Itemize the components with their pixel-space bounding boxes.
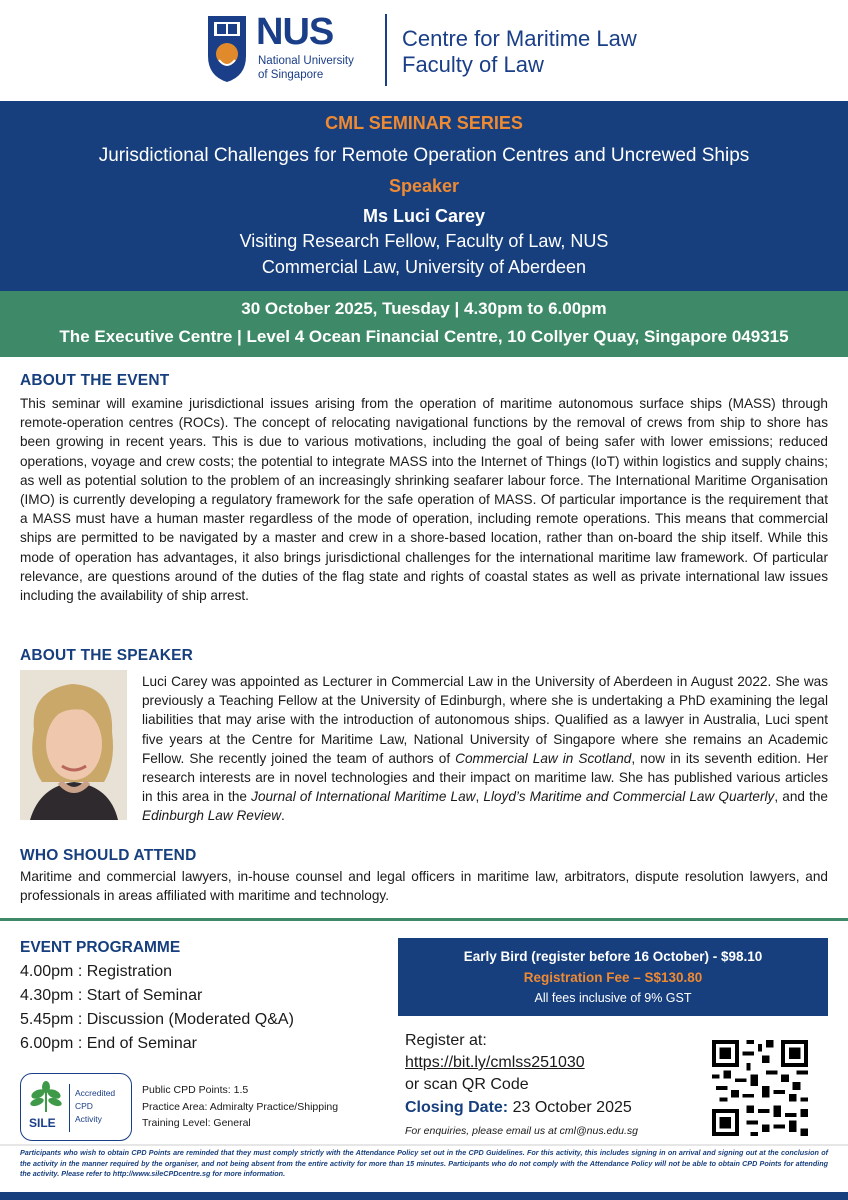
programme-item: 4.30pm : Start of Seminar [20, 987, 203, 1004]
book-title: Commercial Law in Scotland [455, 750, 632, 766]
seminar-series-label: CML SEMINAR SERIES [325, 113, 523, 133]
who-should-attend-heading: WHO SHOULD ATTEND [20, 847, 197, 864]
journal-title: Edinburgh Law Review [142, 808, 282, 824]
enquiry-note: For enquiries, please email us at cml@nus.edu.sg [405, 1125, 639, 1137]
sile-wordmark: SILE [29, 1116, 56, 1130]
gst-note: All fees inclusive of 9% GST [534, 991, 692, 1005]
practice-area: Practice Area: Admiralty Practice/Shipping [142, 1100, 339, 1113]
closing-date: Closing Date: 23 October 2025 [405, 1099, 632, 1116]
title-band [0, 101, 848, 291]
cpd-attendance-note: Participants who wish to obtain CPD Points are reminded that they must comply strictly with the Attendance Policy set out in the CPD Guidelines. For this activity, this includes signing in on arrival and signing out at the conclusion of the activity in the manner required by the organiser, and not being absent from the entire activity for more than 15 minutes. Participants who do not comply with the Attendance Policy will not be able to obtain CPD Points for attending the activity. Please refer to http://www.sileCPDcentre.sg for more information. [20, 1148, 828, 1179]
event-date-time: 30 October 2025, Tuesday | 4.30pm to 6.00pm [241, 299, 607, 318]
qr-code-icon[interactable] [712, 1040, 808, 1136]
section-divider [0, 918, 848, 921]
centre-name: Centre for Maritime Law Faculty of Law [402, 26, 637, 77]
speaker-label: Speaker [388, 176, 460, 196]
sile-accreditation-badge [20, 1073, 132, 1141]
university-name: National University of Singapore [258, 55, 354, 81]
journal-title: Journal of International Maritime Law [251, 789, 476, 805]
accredited-label: Accredited CPD Activity [75, 1088, 116, 1124]
registration-block [405, 1030, 585, 1096]
register-at-label: Register at: [405, 1032, 487, 1049]
about-event-heading: ABOUT THE EVENT [20, 372, 170, 389]
speaker-name: Ms Luci Carey [362, 206, 486, 226]
fees-box [398, 938, 828, 1016]
seminar-title: Jurisdictional Challenges for Remote Operation Centres and Uncrewed Ships [98, 145, 750, 166]
speaker-affiliation-1: Visiting Research Fellow, Faculty of Law, NUS [239, 231, 609, 251]
programme-item: 4.00pm : Registration [20, 963, 173, 980]
programme-heading: EVENT PROGRAMME [20, 939, 181, 956]
about-event-text: This seminar will examine jurisdictional issues arising from the operation of maritime autonomous surface ships (MASS) through remote-operation centres (ROCs). The concept of relocating navigational functions by the removal of crews from ship to shore has been growing in recent years. This is due to various motivations, including the goal of being safer with lower emissions; reduced operations, voyage and crew costs; the potential to integrate MASS into the Internet of Things (IoT) within logistics and supply chains; as well as potential solution to the problem of an increasingly shrinking seafarer labour force. The International Maritime Organisation (IMO) is currently developing a regulatory framework for the safe operation of MASS. Of particular importance is the requirement that a MASS must have a human master regardless of the mode of operation, including remote operations. This means that commercial ships are permitted to be navigated by a master and crew in a shore-based location, rather than on-board the ship itself. While this mode of operation has advantages, it also brings jurisdictional challenges for the international maritime law framework. Of particular relevance, are questions around of the duties of the flag state and rights of coastal states as well as private international law issues including the availability of ship arrest. [20, 396, 828, 604]
programme-list [20, 960, 294, 1056]
footer-divider [0, 1144, 848, 1146]
about-speaker-heading: ABOUT THE SPEAKER [20, 647, 194, 664]
cpd-points: Public CPD Points: 1.5 [142, 1084, 249, 1096]
about-speaker-text: Luci Carey was appointed as Lecturer in Commercial Law in the University of Aberdeen in August 2022. She was previously a Teaching Fellow at the University of Edinburgh, where she is undertaking a PhD examining the legal liabilities that may arise with the introduction of autonomous ships. Qualified as a lawyer in Australia, Luci spent five years at the Centre for Maritime Law, National University of Singapore where she remains an Academic Fellow. She recently joined the team of authors of Commercial Law in Scotland, now in its seventh edition. Her research interests are in novel technologies and their impact on maritime law. She has published various articles in this area in the Journal of International Maritime Law, Lloyd’s Maritime and Commercial Law Quarterly, and the Edinburgh Law Review. [142, 674, 829, 824]
header-divider [385, 14, 387, 86]
event-venue: The Executive Centre | Level 4 Ocean Financial Centre, 10 Collyer Quay, Singapore 049315 [59, 327, 789, 346]
speaker-affiliation-2: Commercial Law, University of Aberdeen [261, 257, 587, 277]
nus-logo-text: NUS [256, 11, 334, 53]
badge-divider [69, 1084, 70, 1132]
early-bird-fee: Early Bird (register before 16 October) - $98.10 [463, 949, 763, 964]
who-should-attend-text: Maritime and commercial lawyers, in-house counsel and legal officers in maritime law, arbitrators, dispute resolution lawyers, and professionals in areas affiliated with maritime and technology. [20, 869, 828, 904]
nus-crest-icon [206, 14, 248, 84]
scan-qr-label: or scan QR Code [405, 1076, 529, 1093]
bottom-bar [0, 1192, 848, 1200]
speaker-photo [20, 670, 127, 820]
registration-fee: Registration Fee – S$130.80 [523, 970, 703, 985]
date-venue-band [0, 291, 848, 357]
programme-item: 5.45pm : Discussion (Moderated Q&A) [20, 1011, 294, 1028]
leaf-icon [29, 1080, 63, 1114]
training-level: Training Level: General [142, 1117, 251, 1129]
header [0, 0, 848, 100]
registration-link[interactable]: https://bit.ly/cmlss251030 [405, 1054, 585, 1071]
cpd-details [142, 1082, 338, 1132]
programme-item: 6.00pm : End of Seminar [20, 1035, 197, 1052]
journal-title: Lloyd’s Maritime and Commercial Law Quarterly [483, 789, 775, 805]
